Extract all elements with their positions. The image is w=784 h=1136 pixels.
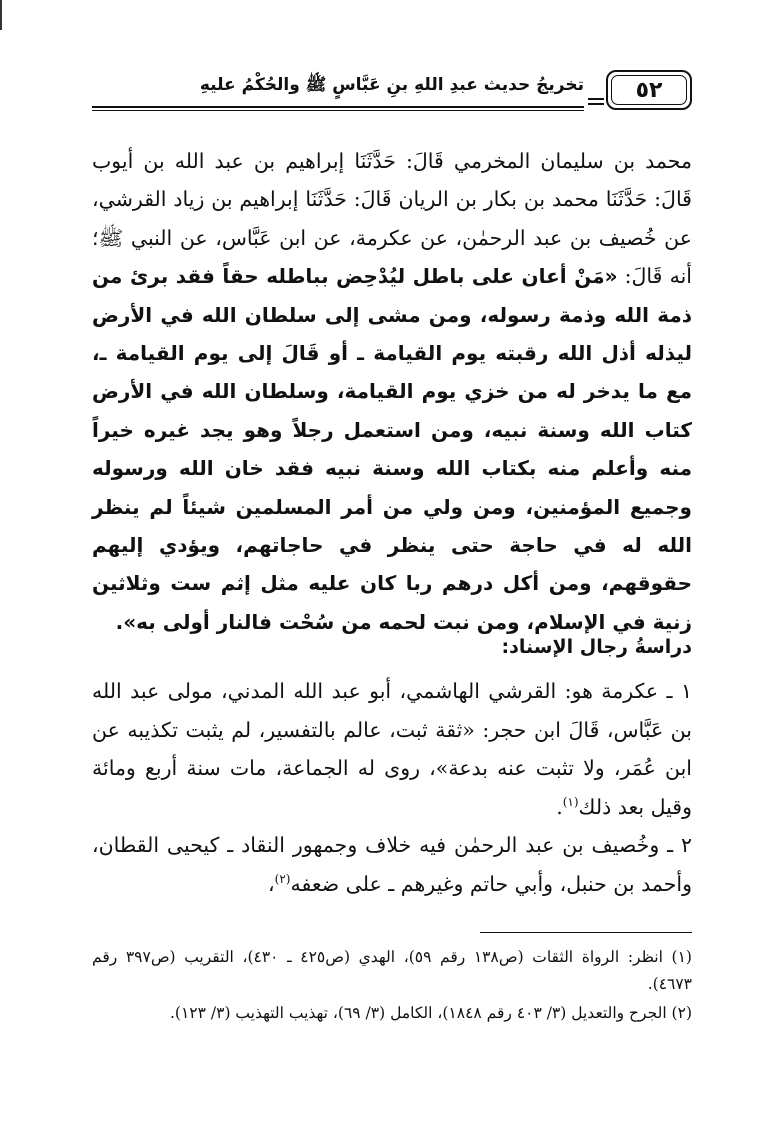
hadith-paragraph [92, 142, 692, 641]
footnote: (٢) الجرح والتعديل (٣/ ٤٠٣ رقم ١٨٤٨)، الكامل (٣/ ٦٩)، تهذيب التهذيب (٣/ ١٢٣). [169, 1004, 692, 1022]
header-rule [92, 106, 584, 108]
page-header [92, 70, 692, 122]
footnote-ref: (١) [562, 794, 579, 809]
header-rule-thin [92, 110, 584, 111]
hadith-text: «مَنْ أعان على باطل ليُدْحِض بباطله حقاً فقد برئ من ذمة الله وذمة رسوله، ومن مشى إلى سلطان الله في الأرض ليذله أذل الله رقبته يوم القيامة ـ أو قَالَ إلى يوم القيامة ـ، مع ما يدخر له من خزي يوم القيامة، وسلطان الله في الأرض كتاب الله وسنة نبيه، ومن استعمل رجلاً وهو يجد غيره خيراً منه وأعلم منه بكتاب الله وسنة نبيه فقد خان الله ورسوله وجميع المؤمنين، ومن ولي من أمر المسلمين شيئاً لم ينظر الله له في حاجة حتى ينظر في حاجاتهم، ويؤدي إليهم حقوقهم، ومن أكل درهم ربا كان عليه مثل إثم ست وثلاثين زنية في الإسلام، ومن نبت لحمه من سُحْت فالنار أولى به». [92, 264, 692, 634]
section-heading: دراسةُ رجال الإسناد: [501, 636, 692, 658]
footnote-separator [480, 932, 692, 933]
list-item-tail: . [556, 794, 563, 819]
narrators-list [92, 672, 692, 904]
list-item-text: ٢ ـ وخُصيف بن عبد الرحمٰن فيه خلاف وجمهور النقاد ـ كيحيى القطان، وأحمد بن حنبل، وأبي حاتم وغيرهم ـ على ضعفه [92, 833, 692, 896]
header-ornament-line [588, 103, 604, 105]
running-title: تخريجُ حديث عبدِ اللهِ بنِ عَبَّاسٍ ﷺ والحُكْمُ عليهِ [199, 75, 584, 95]
footnote: (١) انظر: الرواة الثقات (ص١٣٨ رقم ٥٩)، الهدي (ص٤٢٥ ـ ٤٣٠)، التقريب (ص٣٩٧ رقم ٤٦٧٣). [92, 948, 692, 993]
list-item-tail: ، [268, 871, 275, 896]
list-item [92, 826, 692, 903]
footnote-ref: (٢) [274, 872, 291, 887]
header-ornament-line [588, 98, 604, 100]
page-edge-mark [0, 0, 2, 30]
page-number: ٥٢ [606, 70, 692, 110]
footnotes [92, 944, 692, 1029]
isnad-text: محمد بن سليمان المخرمي قَالَ: حَدَّثَنَا إبراهيم بن عبد الله بن أيوب قَالَ: حَدَّثَنَا محمد بن بكار بن الريان قَالَ: حَدَّثَنَا إبراهيم بن زياد القرشي، عن خُصيف بن عبد الرحمٰن، عن عكرمة، عن ابن عَبَّاس، عن النبي ﷺ؛ أنه قَالَ: [92, 149, 692, 289]
list-item [92, 672, 692, 826]
list-item-text: ١ ـ عكرمة هو: القرشي الهاشمي، أبو عبد الله المدني، مولى عبد الله بن عَبَّاس، قَالَ ابن حجر: «ثقة ثبت، عالم بالتفسير، لم يثبت تكذيبه عن ابن عُمَر، ولا تثبت عنه بدعة»، روى له الجماعة، مات سنة أربع ومائة وقيل بعد ذلك [92, 679, 692, 819]
